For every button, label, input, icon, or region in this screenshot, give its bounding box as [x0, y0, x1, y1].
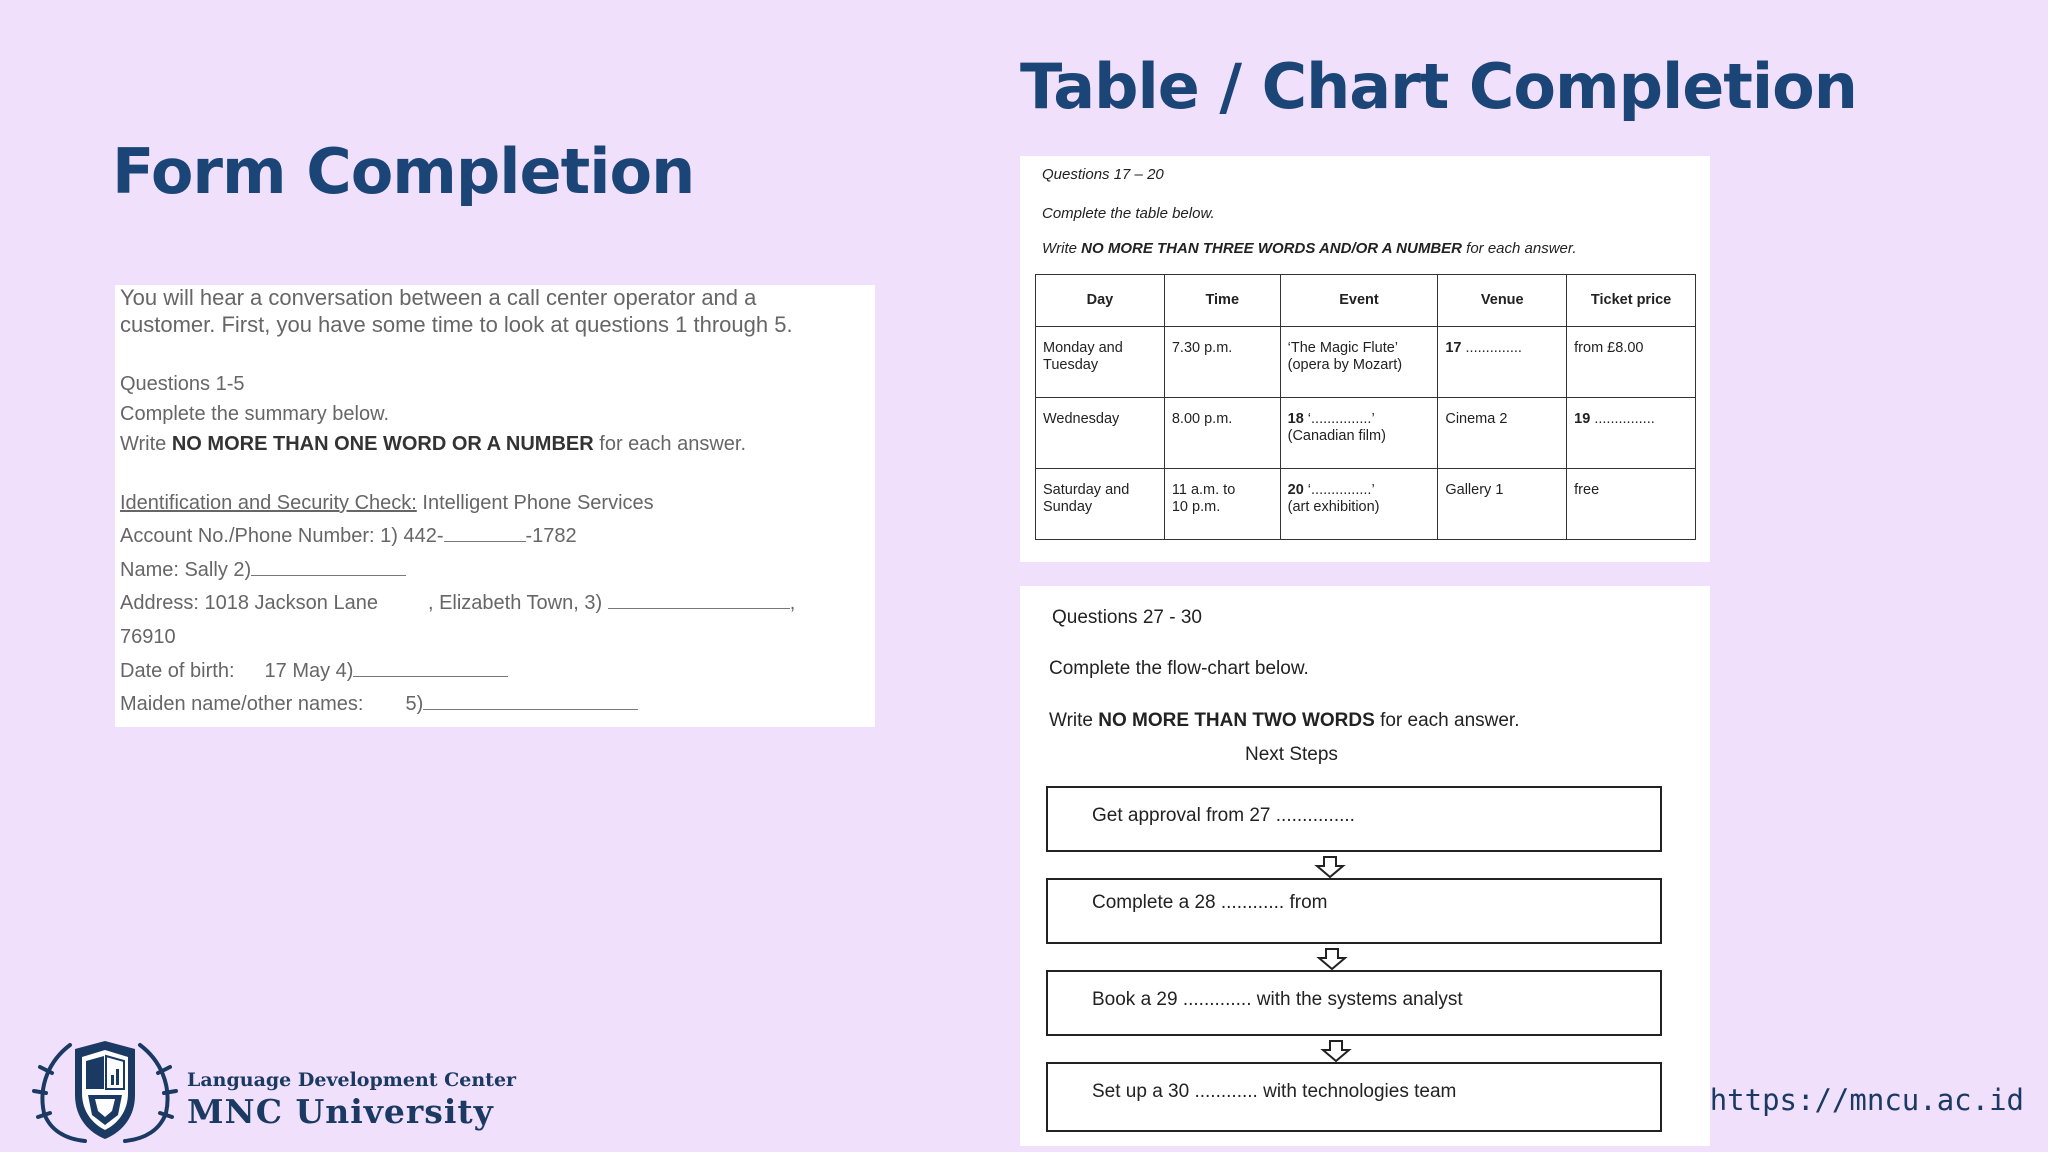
table-cell-day: Monday and Tuesday — [1036, 327, 1165, 398]
form-instruction: Complete the summary below. — [120, 403, 390, 425]
table-cell-event: ‘The Magic Flute’ (opera by Mozart) — [1280, 327, 1438, 398]
form-completion-sample — [115, 285, 875, 727]
events-table — [1035, 274, 1696, 540]
table-header: Day — [1036, 275, 1165, 327]
table-cell-price: 19 ............... — [1567, 398, 1696, 469]
website-url[interactable]: https://mncu.ac.id — [1709, 1083, 2024, 1117]
table-row — [1036, 327, 1696, 398]
table-header: Event — [1280, 275, 1438, 327]
table-row — [1036, 469, 1696, 540]
flow-chart-completion-sample — [1020, 586, 1710, 1146]
form-address-field: Address: 1018 Jackson Lane , Elizabeth Town, 3) , — [120, 592, 796, 614]
table-cell-day: Wednesday — [1036, 398, 1165, 469]
table-cell-time: 11 a.m. to 10 p.m. — [1164, 469, 1280, 540]
table-cell-venue: Cinema 2 — [1438, 398, 1567, 469]
table-cell-venue: Gallery 1 — [1438, 469, 1567, 540]
table-cell-time: 7.30 p.m. — [1164, 327, 1280, 398]
flow-step-text: Get approval from 27 ............... — [1092, 805, 1355, 826]
mnc-university-crest-logo — [30, 1035, 180, 1145]
flow-step-text: Book a 29 ............. with the systems analyst — [1092, 989, 1463, 1010]
flow-questions-label: Questions 27 - 30 — [1052, 607, 1202, 628]
table-cell-day: Saturday and Sunday — [1036, 469, 1165, 540]
table-instruction: Complete the table below. — [1042, 205, 1215, 222]
flow-instruction: Complete the flow-chart below. — [1049, 658, 1309, 679]
form-intro-line1: You will hear a conversation between a call center operator and a — [120, 285, 757, 310]
table-completion-sample — [1020, 156, 1710, 562]
flow-step-box — [1046, 878, 1662, 944]
table-word-limit: Write NO MORE THAN THREE WORDS AND/OR A NUMBER for each answer. — [1042, 240, 1577, 257]
flow-step-text: Set up a 30 ............ with technologies team — [1092, 1081, 1457, 1102]
form-maiden-field: Maiden name/other names: 5) — [120, 693, 638, 716]
table-cell-venue: 17 .............. — [1438, 327, 1567, 398]
form-completion-title: Form Completion — [112, 135, 695, 208]
form-zip: 76910 — [120, 626, 176, 648]
flow-word-limit: Write NO MORE THAN TWO WORDS for each answer. — [1049, 710, 1520, 731]
form-account-field: Account No./Phone Number: 1) 442- -1782 — [120, 525, 577, 547]
form-dob-field: Date of birth: 17 May 4) — [120, 660, 508, 683]
table-cell-price: free — [1567, 469, 1696, 540]
form-section-heading: Identification and Security Check: Intelligent Phone Services — [120, 492, 654, 514]
flow-heading: Next Steps — [1245, 744, 1338, 765]
form-questions-label: Questions 1-5 — [120, 373, 245, 395]
form-intro-line2: customer. First, you have some time to look at questions 1 through 5. — [120, 312, 793, 337]
flow-step-box — [1046, 786, 1662, 852]
form-word-limit: Write NO MORE THAN ONE WORD OR A NUMBER for each answer. — [120, 433, 747, 455]
table-cell-price: from £8.00 — [1567, 327, 1696, 398]
table-chart-completion-title: Table / Chart Completion — [1020, 50, 1857, 123]
table-questions-label: Questions 17 – 20 — [1042, 166, 1164, 183]
org-name-line2: MNC University — [187, 1092, 494, 1131]
flow-step-text: Complete a 28 ............ from — [1092, 892, 1328, 913]
table-cell-event: 18 ‘...............’ (Canadian film) — [1280, 398, 1438, 469]
table-header: Time — [1164, 275, 1280, 327]
table-header-row — [1036, 275, 1696, 327]
table-row — [1036, 398, 1696, 469]
table-cell-event: 20 ‘...............’ (art exhibition) — [1280, 469, 1438, 540]
flow-step-box — [1046, 970, 1662, 1036]
table-header: Ticket price — [1567, 275, 1696, 327]
flow-step-box — [1046, 1062, 1662, 1132]
table-cell-time: 8.00 p.m. — [1164, 398, 1280, 469]
down-arrow-icon — [1316, 948, 1348, 970]
org-name-line1: Language Development Center — [187, 1069, 517, 1091]
form-name-field: Name: Sally 2) — [120, 559, 406, 582]
table-header: Venue — [1438, 275, 1567, 327]
down-arrow-icon — [1314, 856, 1346, 878]
down-arrow-icon — [1320, 1040, 1352, 1062]
